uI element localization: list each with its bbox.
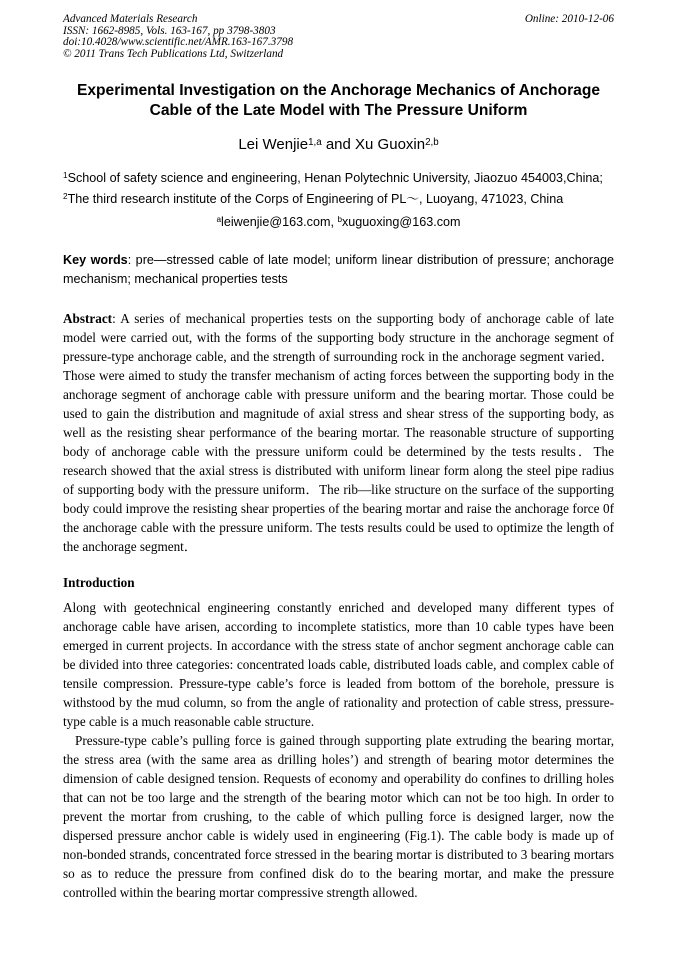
keywords-text: : pre—stressed cable of late model; uniform linear distribution of pressure; anchorage mechanism; mechanical properties tests	[63, 253, 614, 287]
online-date: Online: 2010-12-06	[524, 13, 614, 25]
affiliation-marker: 1	[63, 171, 68, 181]
journal-header	[63, 14, 614, 60]
affiliation-text: School of safety science and engineering, Henan Polytechnic University, Jiaozuo 454003,China;	[67, 171, 603, 186]
author-list	[63, 136, 614, 154]
introduction-paragraph-2: Pressure-type cable’s pulling force is gained through supporting plate extruding the bearing mortar, the stress area (with the same area as drilling holes’) and strength of bearing motor determines the dimension of cable designed tension. Requests of economy and operability do confines to drilling holes that can not be too large and the strength of the bearing motor which can not be too high. In order to prevent the mortar from crushing, to the cable of which pulling force is designed larger, now the dispersed pressure anchor cable is widely used in engineering (Fig.1). The cable body is made up of non-bonded strands, concentrated force stressed in the bearing mortar is distributed to 3 bearing mortars so as to reduce the pressure from confined disk do to the bearing mortar, and make the pressure controlled within the bearing mortar compressive strength allowed.	[63, 733, 614, 901]
title-line-1: Experimental Investigation on the Anchorage Mechanics of Anchorage	[76, 82, 601, 100]
abstract-label: Abstract	[63, 311, 113, 327]
affiliation-marker: 2	[63, 192, 68, 202]
abstract	[63, 309, 614, 556]
doi-line[interactable]: doi:10.4028/www.scientific.net/AMR.163-167.3798	[63, 36, 294, 49]
author-joiner: and	[321, 136, 356, 154]
affiliation-2	[63, 189, 614, 210]
author-name: Lei Wenjie	[238, 136, 309, 154]
author-emails	[63, 214, 614, 230]
title-line-2: Cable of the Late Model with The Pressure Uniform	[149, 102, 528, 120]
copyright-line: © 2011 Trans Tech Publications Ltd, Switzerland	[63, 47, 284, 60]
keywords	[63, 251, 614, 289]
email-link[interactable]: xuguoxing@163.com	[342, 215, 461, 230]
author-superscript: 2,b	[425, 136, 439, 148]
affiliation-text: The third research institute of the Corps of Engineering of PL～, Luoyang, 471023, China	[67, 192, 564, 207]
paper-title	[63, 81, 614, 121]
issn-line: ISSN: 1662-8985, Vols. 163-167, pp 3798-3803	[63, 24, 276, 37]
introduction-paragraph-1: Along with geotechnical engineering constantly enriched and developed many different types of anchorage cable have arisen, according to incomplete statistics, more than 10 cable types have been emerged in current projects. In accordance with the stress state of anchor segment anchorage cable can be divided into three categories: concentrated loads cable, distributed loads cable, and complex cable of tensile compression. Pressure-type cable’s force is leaded from bottom of the borehole, pressure is withstood by the mud column, so from the angle of rationality and protection of cable stress, pressure-type cable is a much reasonable cable structure.	[63, 600, 614, 730]
email-marker: a	[216, 215, 222, 225]
affiliations	[63, 168, 614, 210]
paper-page	[63, 14, 614, 902]
email-joiner: ,	[330, 215, 338, 230]
email-marker: b	[337, 215, 342, 225]
section-heading-introduction: Introduction	[63, 575, 135, 591]
author-name: Xu Guoxin	[355, 136, 426, 154]
email-link[interactable]: leiwenjie@163.com	[221, 215, 331, 230]
keywords-label: Key words	[63, 253, 128, 268]
journal-name: Advanced Materials Research	[63, 13, 198, 25]
abstract-text: : A series of mechanical properties tests on the supporting body of anchorage cable of late model were carried out, with the forms of the supporting body structure in the anchorage segment of pressure-type anchorage cable, and the strength of surrounding rock in the anchorage segment varied．Those were aimed to study the transfer mechanism of acting forces between the supporting body in the anchorage segment of anchorage cable with pressure uniform and the bearing mortar. Those could be used to gain the distribution and magnitude of axial stress and shear stress of the supporting body, as well as the resisting shear performance of the bearing mortar. The reasonable structure of supporting body of anchorage cable with the pressure uniform could be determined by the tests results．The research showed that the axial stress is distributed with uniform linear form along the steel pipe radius of supporting body with the pressure uniform．The rib—like structure on the surface of the supporting body could improve the resisting shear properties of the bearing mortar and raise the anchorage force 0f the anchorage cable with the pressure uniform. The tests results could be used to optimize the length of the anchorage segment．	[63, 311, 614, 555]
affiliation-1	[63, 168, 614, 189]
author-superscript: 1,a	[308, 136, 322, 148]
